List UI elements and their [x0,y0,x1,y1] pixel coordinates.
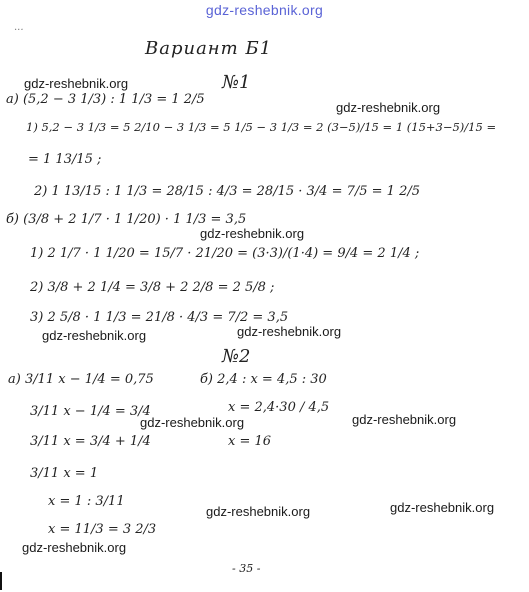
watermark-text[interactable]: gdz-reshebnik.org [206,504,311,519]
task2-number: №2 [222,346,251,367]
watermark-text[interactable]: gdz-reshebnik.org [352,412,457,427]
task1-a-step2: 2) 1 13/15 : 1 1/3 = 28/15 : 4/3 = 28/15 · 3/4 = 7/5 = 1 2/5 [34,184,421,199]
task1-b-step2: 2) 3/8 + 2 1/4 = 3/8 + 2 2/8 = 2 5/8 ; [30,280,275,295]
variant-title: Вариант Б1 [145,38,273,59]
task1-b-step1: 1) 2 1/7 · 1 1/20 = 15/7 · 21/20 = (3·3)/(1·4) = 9/4 = 2 1/4 ; [30,246,420,261]
watermark-text[interactable]: gdz-reshebnik.org [200,226,305,241]
watermark-text[interactable]: gdz-reshebnik.org [336,100,441,115]
task2-b-equation: б) 2,4 : x = 4,5 : 30 [200,372,327,387]
corner-scribble: ... [14,22,24,33]
page-edge-mark [0,572,2,590]
task1-number: №1 [222,72,251,93]
watermark-text[interactable]: gdz-reshebnik.org [140,415,245,430]
watermark-text[interactable]: gdz-reshebnik.org [42,328,147,343]
task2-a-step3: 3/11 x = 1 [30,466,99,481]
task2-a-step2: 3/11 x = 3/4 + 1/4 [30,434,151,449]
watermark-text[interactable]: gdz-reshebnik.org [390,500,495,515]
task1-a-expression: а) (5,2 − 3 1/3) : 1 1/3 = 1 2/5 [6,92,205,107]
task2-a-equation: а) 3/11 x − 1/4 = 0,75 [8,372,154,387]
task1-b-expression: б) (3/8 + 2 1/7 · 1 1/20) · 1 1/3 = 3,5 [6,212,247,227]
watermark-text[interactable]: gdz-reshebnik.org [237,324,342,339]
watermark-text[interactable]: gdz-reshebnik.org [22,540,127,555]
top-watermark[interactable]: gdz-reshebnik.org [205,2,324,18]
task2-a-step1: 3/11 x − 1/4 = 3/4 [30,404,151,419]
task1-a-step1-result: = 1 13/15 ; [28,152,102,167]
watermark-text[interactable]: gdz-reshebnik.org [24,76,129,91]
task2-b-step1: x = 2,4·30 / 4,5 [228,400,330,415]
task2-b-step2: x = 16 [228,434,272,449]
page-number: - 35 - [232,562,261,575]
task2-a-step4: x = 1 : 3/11 [48,494,125,509]
task2-a-step5: x = 11/3 = 3 2/3 [48,522,157,537]
task1-a-step1: 1) 5,2 − 3 1/3 = 5 2/10 − 3 1/3 = 5 1/5 − 3 1/3 = 2 (3−5)/15 = 1 (15+3−5)/15 = [26,120,497,134]
task1-b-step3: 3) 2 5/8 · 1 1/3 = 21/8 · 4/3 = 7/2 = 3,5 [30,310,289,325]
